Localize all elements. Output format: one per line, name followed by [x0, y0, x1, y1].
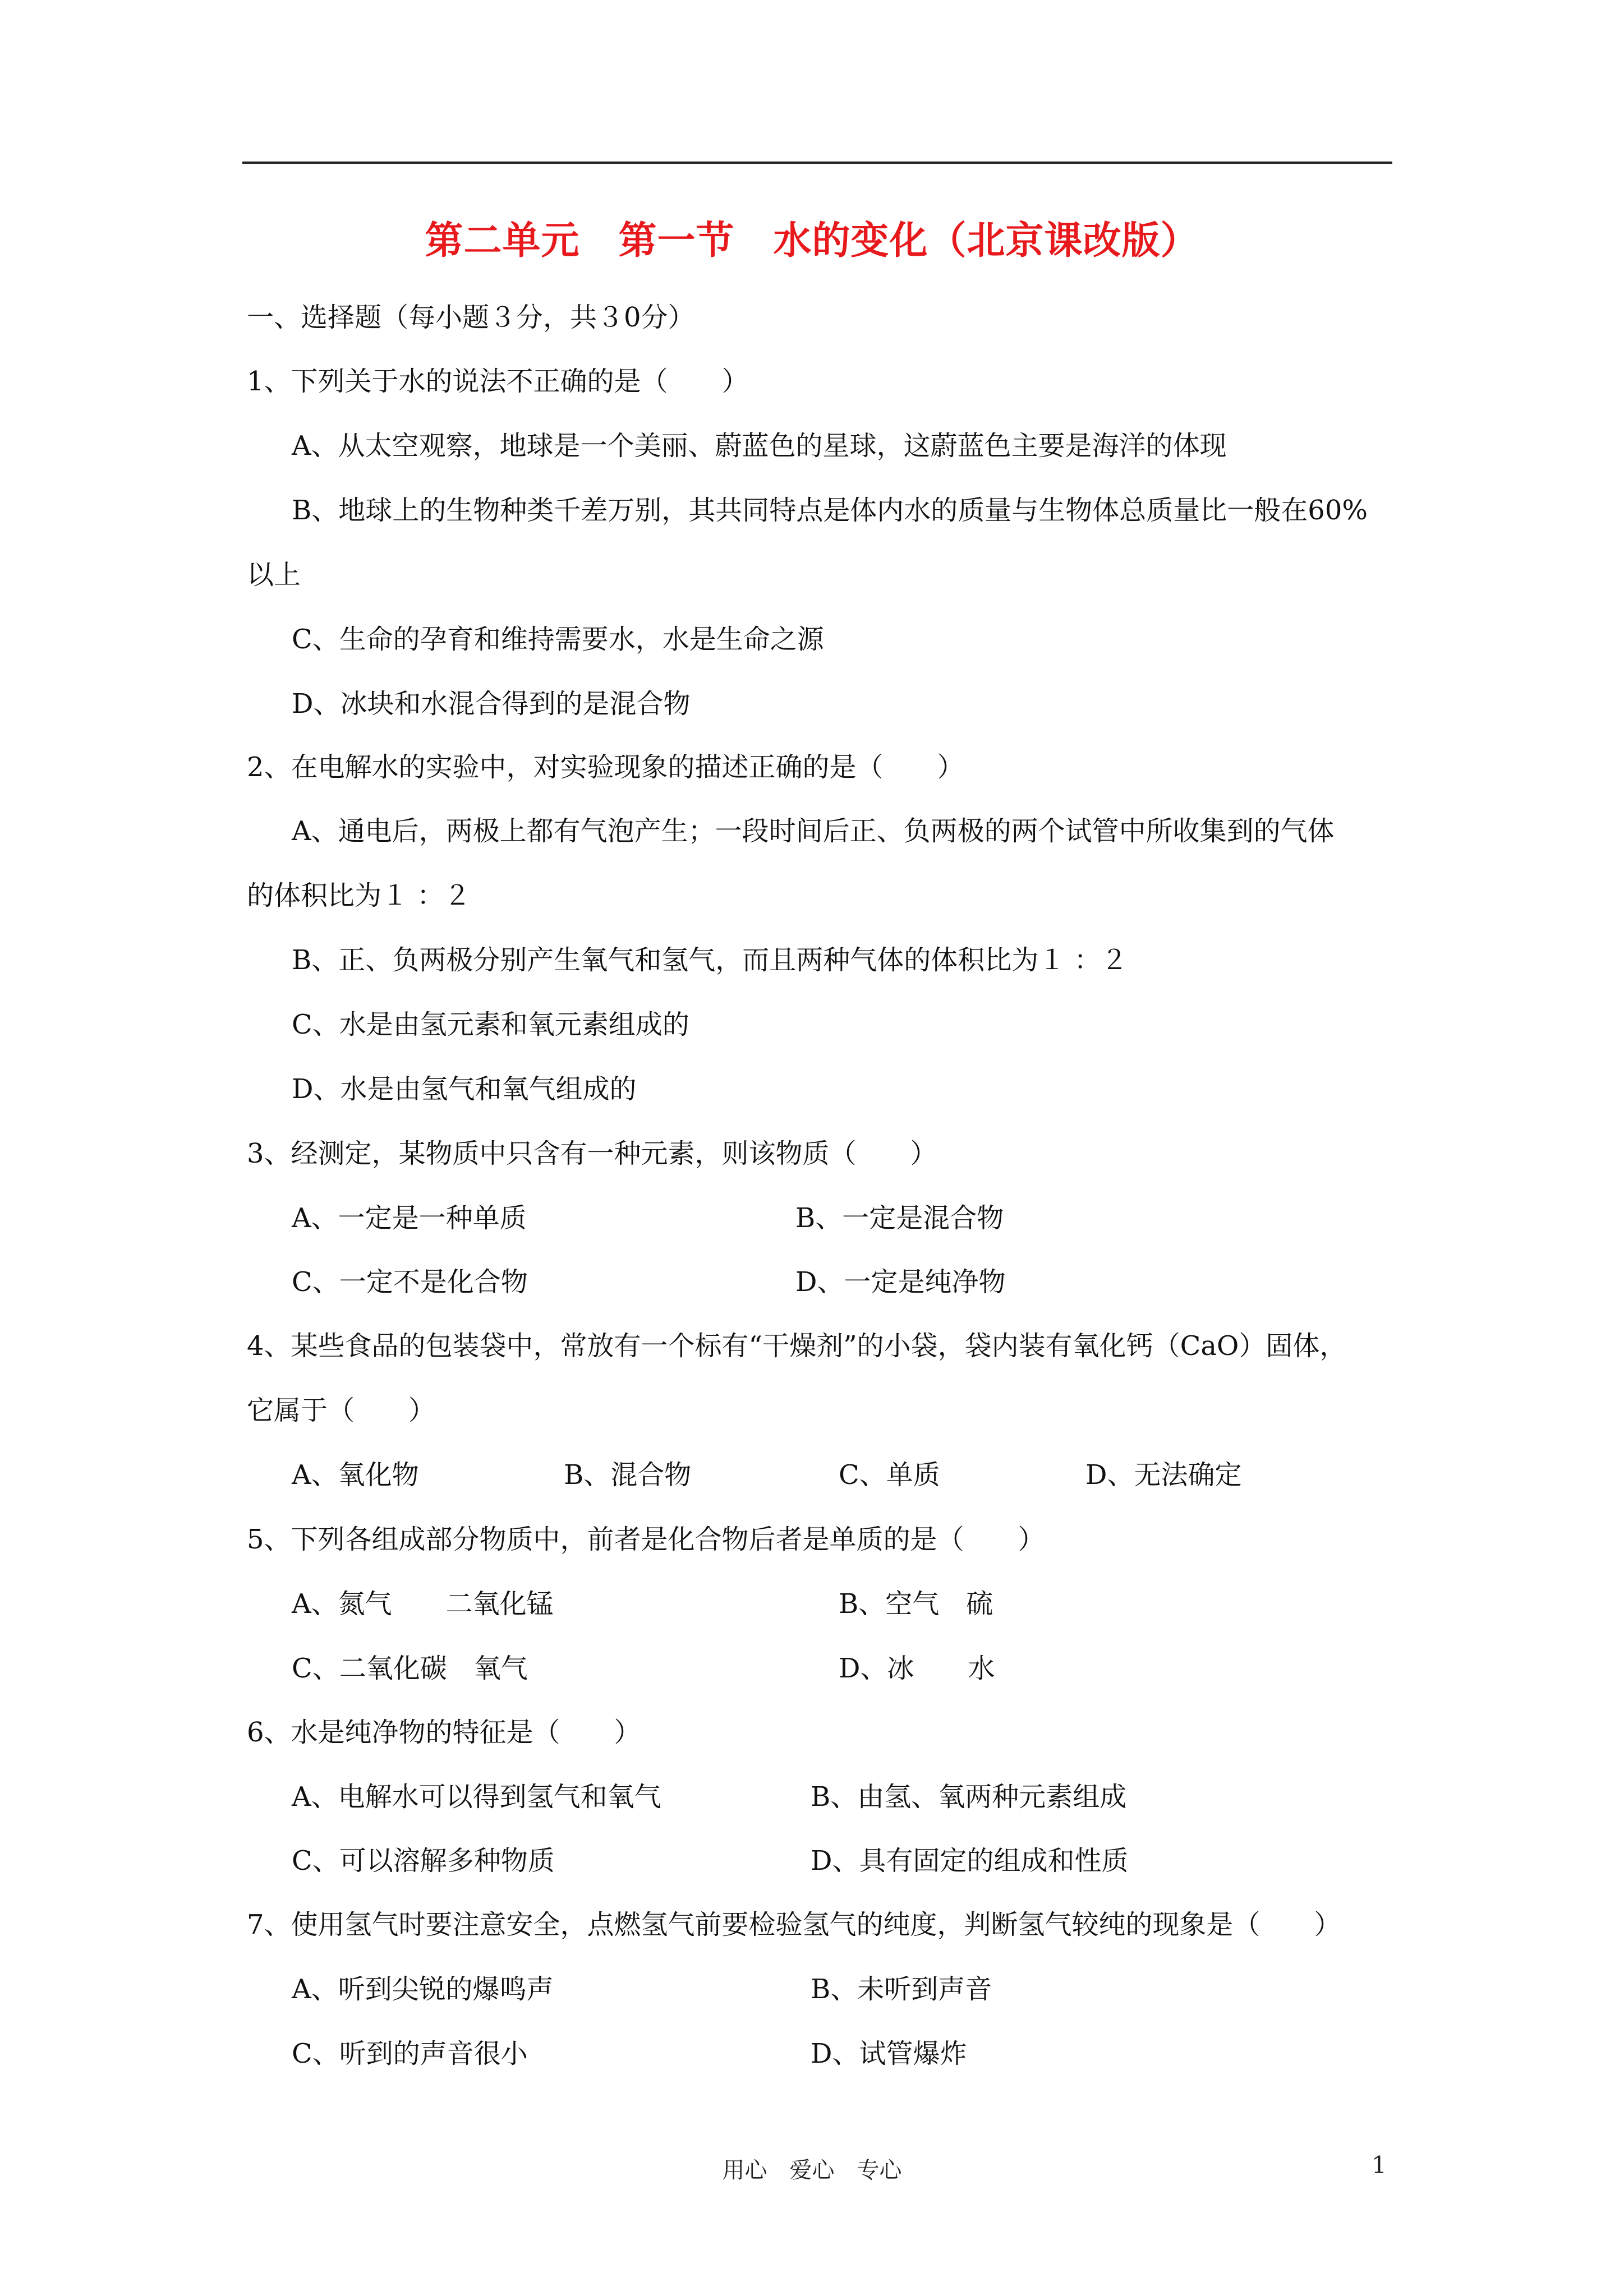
- question-7-stem: 7、使用氢气时要注意安全，点燃氢气前要检验氢气的纯度，判断氢气较纯的现象是（ ）: [247, 1909, 1341, 1940]
- question-3-option-d: D、一定是纯净物: [795, 1266, 1006, 1298]
- question-4-stem-cont: 它属于（ ）: [247, 1395, 436, 1426]
- question-6-option-a: A、电解水可以得到氢气和氧气: [292, 1781, 661, 1813]
- question-3-option-c: C、一定不是化合物: [292, 1266, 528, 1298]
- question-6-option-c: C、可以溶解多种物质: [292, 1845, 555, 1877]
- question-3-option-a: A、一定是一种单质: [292, 1202, 527, 1234]
- question-4-option-c: C、单质: [839, 1459, 940, 1491]
- question-4-option-d: D、无法确定: [1085, 1459, 1242, 1491]
- question-7-option-c: C、听到的声音很小: [292, 2038, 528, 2069]
- question-7-option-a: A、听到尖锐的爆鸣声: [292, 1974, 554, 2005]
- header-rule: [242, 162, 1392, 164]
- question-6-option-b: B、由氢、氧两种元素组成: [811, 1781, 1127, 1813]
- question-5-option-c: C、二氧化碳 氧气: [292, 1653, 528, 1684]
- question-3-option-b: B、一定是混合物: [795, 1202, 1004, 1234]
- question-7-option-d: D、试管爆炸: [811, 2038, 967, 2069]
- section-heading: 一、选择题（每小题３分，共３0分）: [247, 302, 695, 333]
- page-number: 1: [1372, 2151, 1387, 2179]
- question-3-stem: 3、经测定，某物质中只含有一种元素，则该物质（ ）: [247, 1138, 937, 1169]
- question-5-stem: 5、下列各组成部分物质中，前者是化合物后者是单质的是（ ）: [247, 1524, 1045, 1555]
- question-4-option-a: A、氧化物: [292, 1459, 419, 1491]
- question-5-option-a: A、氮气 二氧化锰: [292, 1588, 554, 1620]
- question-1-stem: 1、下列关于水的说法不正确的是（ ）: [247, 366, 749, 397]
- question-6-option-d: D、具有固定的组成和性质: [811, 1845, 1129, 1877]
- question-2-option-c: C、水是由氢元素和氧元素组成的: [292, 1009, 689, 1040]
- question-2-option-a: A、通电后，两极上都有气泡产生；一段时间后正、负两极的两个试管中所收集到的气体: [292, 815, 1335, 847]
- question-1-option-a: A、从太空观察，地球是一个美丽、蔚蓝色的星球，这蔚蓝色主要是海洋的体现: [292, 430, 1227, 462]
- question-1-option-b-cont: 以上: [247, 559, 301, 591]
- page-title: 第二单元 第一节 水的变化（北京课改版）: [425, 218, 1199, 263]
- question-2-option-b: B、正、负两极分别产生氧气和氢气，而且两种气体的体积比为１ ：２: [292, 944, 1128, 976]
- question-6-stem: 6、水是纯净物的特征是（ ）: [247, 1717, 641, 1748]
- page-footer: 用心 爱心 专心: [722, 2157, 902, 2183]
- question-7-option-b: B、未听到声音: [811, 1974, 992, 2005]
- question-2-stem: 2、在电解水的实验中，对实验现象的描述正确的是（ ）: [247, 751, 964, 783]
- question-1-option-b: B、地球上的生物种类千差万别，其共同特点是体内水的质量与生物体总质量比一般在60%: [292, 495, 1368, 526]
- question-5-option-d: D、冰 水: [839, 1653, 995, 1684]
- question-2-option-d: D、水是由氢气和氧气组成的: [292, 1073, 637, 1105]
- question-4-option-b: B、混合物: [564, 1459, 692, 1491]
- question-1-option-c: C、生命的孕育和维持需要水，水是生命之源: [292, 624, 824, 655]
- question-5-option-b: B、空气 硫: [839, 1588, 993, 1620]
- question-1-option-d: D、冰块和水混合得到的是混合物: [292, 688, 691, 720]
- question-2-option-a-cont: 的体积比为１ ：２: [247, 880, 471, 911]
- question-4-stem: 4、某些食品的包装袋中，常放有一个标有“干燥剂”的小袋，袋内装有氧化钙（CaO）固体，: [247, 1330, 1347, 1362]
